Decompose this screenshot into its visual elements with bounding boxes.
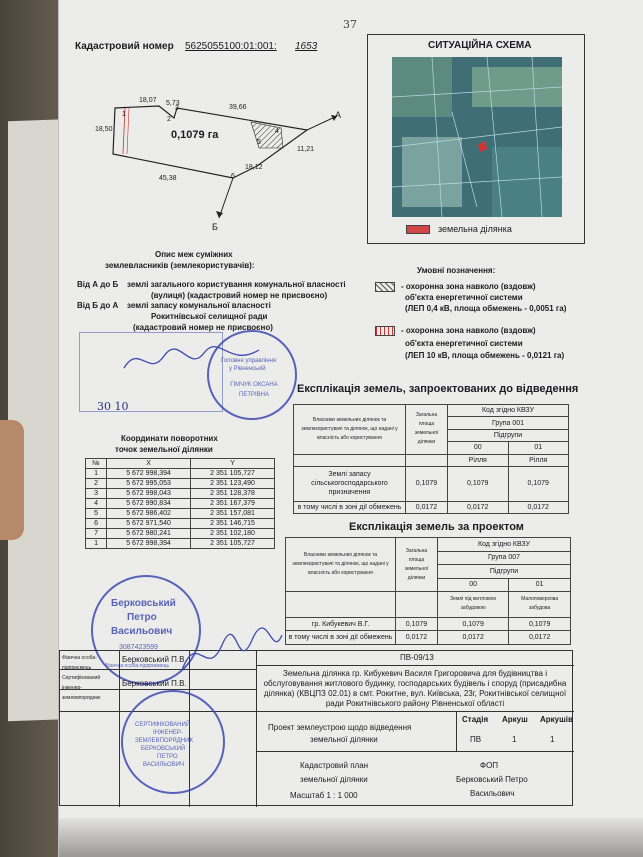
page-bottom-shadow xyxy=(59,818,643,857)
situation-scheme xyxy=(367,34,585,244)
page-number: 37 xyxy=(343,18,357,31)
expl1-title: Експлікація земель, запроектованих до відведення xyxy=(297,383,579,395)
neighbor-desc: землі запасу комунальної власності xyxy=(127,301,271,310)
coords-title-2: точок земельної ділянки xyxy=(115,445,213,454)
point-label: 4 xyxy=(275,128,279,135)
table-cell: 7 xyxy=(86,529,107,539)
point-label: 1 xyxy=(122,111,126,118)
table-cell: Група 007 xyxy=(438,551,571,565)
expl2-title: Експлікація земель за проектом xyxy=(349,521,524,533)
table-cell: 2 351 167,379 xyxy=(191,499,275,509)
parcel-legend-label: земельна ділянка xyxy=(438,224,512,234)
stamp-text: Головне управління xyxy=(221,358,277,364)
table-cell: 0,1079 xyxy=(508,466,569,501)
stamp-text: Берковський xyxy=(111,598,176,609)
situation-title: СИТУАЦІЙНА СХЕМА xyxy=(428,40,532,51)
neighbor-key: Від Б до А xyxy=(77,301,119,310)
document-page xyxy=(58,0,643,857)
table-cell: 4 xyxy=(86,499,107,509)
title-cell: ПВ xyxy=(470,735,482,744)
neighbor-desc-2: (вулиця) (кадастровий номер не присвоєно) xyxy=(151,291,328,300)
stamp-text: Петро xyxy=(127,612,157,623)
legend-text: (ЛЕП 10 кВ, площа обмежень - 0,0121 га) xyxy=(405,351,565,360)
table-cell: 01 xyxy=(509,578,571,592)
table-row xyxy=(86,479,275,489)
table-cell: 3 xyxy=(86,489,107,499)
legend-hatch-swatch xyxy=(375,282,395,292)
table-row xyxy=(86,509,275,519)
table-row xyxy=(86,469,275,479)
table-cell: Власники земельних ділянок та землекористувачі та ділянок, що надані у власність або користування xyxy=(294,405,406,455)
title-cell: Берковський П.В. xyxy=(122,679,187,688)
table-cell: 2 351 105,727 xyxy=(191,539,275,549)
table-cell: 00 xyxy=(438,578,509,592)
neighbor-desc-2: Рокитнівської селищної ради xyxy=(151,312,268,321)
title-cell: Кадастровий план xyxy=(300,761,369,770)
table-cell: Землі під житловою забудовою xyxy=(438,592,509,618)
point-label: 3 xyxy=(175,105,179,112)
dim-label: 5,73 xyxy=(166,100,180,107)
table-cell: 0,1079 xyxy=(438,617,509,631)
table-cell: 0,0172 xyxy=(396,631,438,645)
neighbor-key: Від А до Б xyxy=(77,280,119,289)
title-cell: Масштаб 1 : 1 000 xyxy=(290,791,358,800)
table-cell: Загальна площа земельної ділянки xyxy=(406,405,448,455)
table-cell: Рілля xyxy=(508,454,569,466)
dim-label: 18,07 xyxy=(139,97,157,104)
table-cell: 2 351 123,490 xyxy=(191,479,275,489)
table-cell: в тому числі в зоні дії обмежень xyxy=(286,631,396,645)
table-cell: Код згідно КВЗУ xyxy=(448,405,569,417)
table-cell: 2 xyxy=(86,479,107,489)
table-cell: Код згідно КВЗУ xyxy=(438,538,571,552)
neighbors-title: Опис меж суміжних xyxy=(155,250,233,259)
cadastral-number: 5625055100:01:001: xyxy=(185,41,277,52)
table-cell: 6 xyxy=(86,519,107,529)
table-cell: 5 672 986,402 xyxy=(107,509,191,519)
neighbor-desc-3: (кадастровий номер не присвоєно) xyxy=(133,323,273,332)
table-cell: 0,1079 xyxy=(406,466,448,501)
table-cell: 5 672 990,834 xyxy=(107,499,191,509)
finger xyxy=(0,420,24,540)
doc-code: ПВ-09/13 xyxy=(400,653,434,662)
title-cell: ФОП xyxy=(480,761,499,770)
certification-stamp xyxy=(121,690,225,794)
stamp-text: у Рівненській xyxy=(229,366,266,372)
point-label: 5 xyxy=(257,139,261,146)
table-cell: в тому числі в зоні дії обмежень xyxy=(294,501,406,513)
title-cell: земельної ділянки xyxy=(310,735,378,744)
table-cell: 0,1079 xyxy=(509,617,571,631)
table-cell: 5 672 971,540 xyxy=(107,519,191,529)
stamp-text: ПЕТРО xyxy=(157,754,178,760)
title-cell: Фізична особа-підприємець xyxy=(62,655,97,671)
cadastral-label: Кадастровий номер xyxy=(75,41,174,52)
table-cell: 0,0172 xyxy=(509,631,571,645)
table-cell: Рілля xyxy=(448,454,509,466)
dim-label: 39,66 xyxy=(229,104,247,111)
parcel-area: 0,1079 га xyxy=(171,129,219,141)
stamp-text: ІНЖЕНЕР- xyxy=(153,730,183,736)
title-cell: Васильович xyxy=(470,789,515,798)
title-cell: 1 xyxy=(550,735,555,744)
title-cell: Проект землеустрою щодо відведення xyxy=(268,723,412,732)
table-cell: 2 351 157,081 xyxy=(191,509,275,519)
arrow-a-label: А xyxy=(335,110,342,120)
table-cell: 2 351 102,180 xyxy=(191,529,275,539)
stamp-text: Васильович xyxy=(111,626,173,637)
table-cell: Підгрупи xyxy=(438,565,571,579)
table-header: Y xyxy=(191,459,275,469)
arrow-b-label: Б xyxy=(212,222,218,232)
table-cell: 5 672 998,043 xyxy=(107,489,191,499)
dim-label: 18,50 xyxy=(95,126,113,133)
stamp-text: ВАСИЛЬОВИЧ xyxy=(143,762,185,768)
legend-text: - охоронна зона навколо (вздовж) xyxy=(401,326,536,335)
satellite-image xyxy=(392,57,562,217)
title-cell: земельної ділянки xyxy=(300,775,368,784)
table-row xyxy=(86,539,275,549)
point-label: 2 xyxy=(167,116,171,123)
table-cell: гр. Кибукевич В.Г. xyxy=(286,617,396,631)
table-cell: 0,0172 xyxy=(438,631,509,645)
table-cell: Малоповерхова забудова xyxy=(509,592,571,618)
signature-2 xyxy=(177,620,287,690)
dim-label: 11,21 xyxy=(297,146,314,153)
table-cell: Група 001 xyxy=(448,417,569,429)
table-cell: 1 xyxy=(86,539,107,549)
table-cell: 01 xyxy=(508,442,569,454)
table-cell: 0,1079 xyxy=(448,466,509,501)
coords-title: Координати поворотних xyxy=(121,434,218,443)
point-label: 6 xyxy=(231,173,235,180)
table-cell: 5 672 980,241 xyxy=(107,529,191,539)
table-header: № xyxy=(86,459,107,469)
table-cell: 5 xyxy=(86,509,107,519)
table-cell: 0,0172 xyxy=(508,501,569,513)
expl2-table xyxy=(285,537,571,645)
signature xyxy=(119,338,269,388)
table-cell: Загальна площа земельної ділянки xyxy=(396,538,438,592)
legend-text: (ЛЕП 0,4 кВ, площа обмежень - 0,0051 га) xyxy=(405,304,567,313)
table-row xyxy=(86,499,275,509)
title-cell: Сертифікований інженер-землевпорядник xyxy=(62,675,101,701)
dim-label: 45,38 xyxy=(159,175,177,182)
title-cell: Стадія xyxy=(462,715,489,724)
neighbor-desc: землі загального користування комунальної власності xyxy=(127,280,346,289)
table-cell: 5 672 998,394 xyxy=(107,539,191,549)
stamp-text: ЗЕМЛЕВПОРЯДНИК xyxy=(135,738,193,744)
table-cell: Підгрупи xyxy=(448,429,569,441)
table-cell: Власники земельних ділянок та землекористувачі та ділянок, що надані у власність або користування xyxy=(286,538,396,592)
legend-red-swatch xyxy=(375,326,395,336)
cadastral-suffix: 1653 xyxy=(295,41,318,52)
table-row xyxy=(86,529,275,539)
neighbors-title-2: землевласників (землекористувачів): xyxy=(105,261,255,270)
legend-text: об'єкта енергетичної системи xyxy=(405,339,523,348)
title-cell: Аркуш xyxy=(502,715,528,724)
table-row xyxy=(86,519,275,529)
handwritten-date: 30 10 xyxy=(97,400,129,413)
stamp-text: ГІМЧУК ОКСАНА ПЕТРІВНА xyxy=(230,382,278,398)
stamp-text: Фізична особа-підприємець xyxy=(105,663,170,669)
table-cell: Землі запасу сільськогосподарського призначення xyxy=(294,466,406,501)
table-cell: 2 351 105,727 xyxy=(191,469,275,479)
doc-description: Земельна ділянка гр. Кибукевич Василя Григоровича для будівництва і обслуговування житлового будинку, господарських будівель і споруд (присадибна ділянка) (КВЦПЗ 02.01) в смт. Рокитне, вул. Київська, 23г, Рокитнівської селищної ради Рокитнівського району Рівненської області xyxy=(263,669,567,708)
title-cell: Аркушів xyxy=(540,715,573,724)
dim-label: 18,12 xyxy=(245,164,263,171)
title-cell: Берковський Петро xyxy=(456,775,528,784)
table-cell: 1 xyxy=(86,469,107,479)
table-header: X xyxy=(107,459,191,469)
title-cell: 1 xyxy=(512,735,517,744)
stamp-text: СЕРТИФІКОВАНИЙ xyxy=(135,722,191,728)
table-cell: 00 xyxy=(448,442,509,454)
coords-table xyxy=(85,458,275,549)
table-cell: 2 351 128,378 xyxy=(191,489,275,499)
table-cell: 5 672 998,394 xyxy=(107,469,191,479)
stamp-text: БЕРКОВСЬКИЙ xyxy=(141,746,186,752)
table-cell: 0,0172 xyxy=(448,501,509,513)
parcel-legend-swatch xyxy=(406,225,430,234)
table-cell: 0,1079 xyxy=(396,617,438,631)
legend-title: Умовні позначення: xyxy=(417,266,496,275)
title-cell: Берковський П.В. xyxy=(122,655,187,664)
legend-text: - охоронна зона навколо (вздовж) xyxy=(401,282,536,291)
table-cell: 5 672 995,053 xyxy=(107,479,191,489)
table-cell: 0,0172 xyxy=(406,501,448,513)
legend-text: об'єкта енергетичної системи xyxy=(405,293,523,302)
table-cell: 2 351 146,715 xyxy=(191,519,275,529)
table-row xyxy=(86,489,275,499)
expl1-table xyxy=(293,404,569,514)
stamp-text: 3087423599 xyxy=(119,644,158,651)
